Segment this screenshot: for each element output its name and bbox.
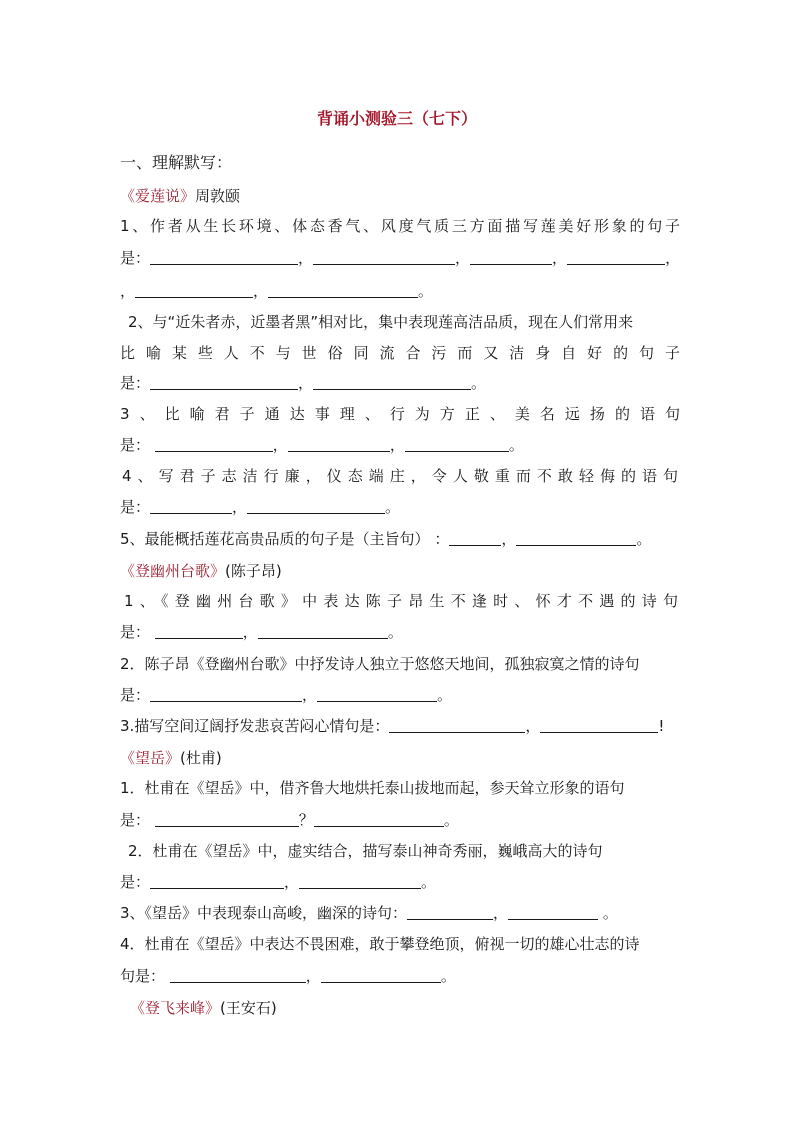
- work-title: 《望岳》: [120, 749, 181, 767]
- work-author: (陈子昂): [225, 562, 282, 580]
- answer-blank[interactable]: [299, 872, 421, 889]
- answer-blank[interactable]: [508, 903, 598, 920]
- answer-blank[interactable]: [155, 435, 273, 452]
- answer-blank[interactable]: [155, 810, 299, 827]
- question-text: 1、《登幽州台歌》中表达陈子昂生不逢时、怀才不遇的诗句: [124, 592, 678, 610]
- answer-blank[interactable]: [317, 685, 437, 702]
- answer-blank[interactable]: [268, 281, 418, 298]
- answer-blank[interactable]: [313, 373, 471, 390]
- answer-blank[interactable]: [314, 810, 444, 827]
- answer-blank[interactable]: [150, 373, 298, 390]
- answer-line: 3.描写空间辽阔抒发悲哀苦闷心情句是： ， !: [120, 717, 665, 735]
- question-text: 4．杜甫在《望岳》中表达不畏困难，敢于攀登绝顶，俯视一切的雄心壮志的诗: [120, 935, 640, 953]
- answer-blank[interactable]: [313, 248, 455, 265]
- answer-blank[interactable]: [567, 248, 665, 265]
- answer-blank[interactable]: [449, 529, 501, 546]
- answer-blank[interactable]: [135, 281, 253, 298]
- answer-line: ， ， 。: [120, 282, 434, 300]
- answer-line: 是： ， ， 。: [120, 436, 524, 454]
- answer-blank[interactable]: [540, 716, 658, 733]
- work-heading: [120, 747, 222, 768]
- question-text: 3、比喻君子通达事理、行为方正、美名远扬的语句: [120, 405, 680, 423]
- answer-line: 是： ， 。: [120, 686, 453, 704]
- work-heading: [130, 997, 277, 1018]
- answer-line: 是： ， 。: [120, 873, 437, 891]
- question-text: 4、写君子志洁行廉，仪态端庄，令人敬重而不敢轻侮的语句: [122, 467, 678, 485]
- answer-blank[interactable]: [150, 685, 302, 702]
- answer-line: 3、《望岳》中表现泰山高峻，幽深的诗句： ， 。: [120, 904, 618, 922]
- question-text: 1、作者从生长环境、体态香气、风度气质三方面描写莲美好形象的句子: [120, 217, 680, 235]
- answer-blank[interactable]: [155, 622, 243, 639]
- work-heading: [120, 560, 282, 581]
- answer-line: 是： ， 。: [120, 374, 487, 392]
- question-text: 比喻某些人不与世俗同流合污而又洁身自好的句子: [120, 344, 680, 362]
- work-author: (杜甫): [180, 749, 222, 767]
- answer-line: 是： ？ 。: [120, 811, 459, 829]
- answer-blank[interactable]: [389, 716, 525, 733]
- answer-line: 是： ， 。: [120, 498, 401, 516]
- answer-blank[interactable]: [470, 248, 552, 265]
- work-title: 《爱莲说》: [120, 187, 196, 205]
- answer-blank[interactable]: [170, 966, 306, 983]
- work-author: 周敦颐: [195, 187, 241, 205]
- answer-line: 是： ， ， ， ，: [120, 249, 681, 267]
- answer-blank[interactable]: [405, 435, 509, 452]
- work-title: 《登幽州台歌》: [120, 562, 226, 580]
- answer-blank[interactable]: [321, 966, 441, 983]
- answer-blank[interactable]: [516, 529, 636, 546]
- work-title: 《登飞来峰》: [130, 999, 221, 1017]
- answer-blank[interactable]: [407, 903, 493, 920]
- answer-line: 句是： ， 。: [120, 967, 456, 985]
- answer-blank[interactable]: [150, 497, 232, 514]
- answer-blank[interactable]: [150, 248, 298, 265]
- work-heading: [120, 185, 240, 206]
- answer-blank[interactable]: [247, 497, 385, 514]
- answer-line: 是： ， 。: [120, 623, 403, 641]
- answer-blank[interactable]: [258, 622, 388, 639]
- work-author: (王安石): [220, 999, 277, 1017]
- page-title: 背诵小测验三（七下）: [316, 109, 477, 128]
- answer-blank[interactable]: [288, 435, 390, 452]
- section-heading: 一、理解默写：: [120, 153, 233, 172]
- question-text: 2．杜甫在《望岳》中，虚实结合，描写泰山神奇秀丽，巍峨高大的诗句: [128, 842, 603, 860]
- question-text: 1．杜甫在《望岳》中，借齐鲁大地烘托泰山拔地而起，参天耸立形象的语句: [120, 779, 625, 797]
- answer-line: 5、最能概括莲花高贵品质的句子是（主旨句） ： ， 。: [120, 530, 652, 548]
- question-text: 2．陈子昂《登幽州台歌》中抒发诗人独立于悠悠天地间，孤独寂寞之情的诗句: [120, 655, 640, 673]
- answer-blank[interactable]: [150, 872, 284, 889]
- question-text: 2、与“近朱者赤，近墨者黑”相对比，集中表现莲高洁品质，现在人们常用来: [128, 313, 634, 331]
